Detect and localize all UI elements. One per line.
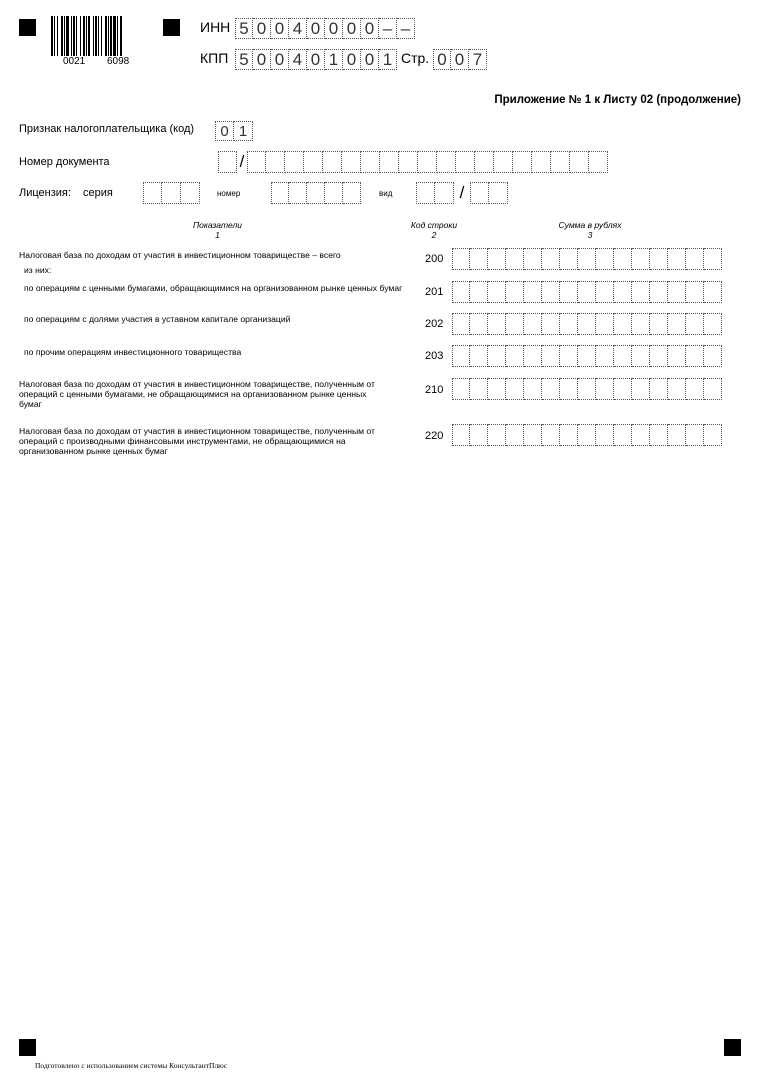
char-cell[interactable] <box>560 313 578 335</box>
char-cell[interactable] <box>271 182 289 204</box>
amount-field-202[interactable] <box>452 313 722 335</box>
char-cell[interactable] <box>578 345 596 367</box>
char-cell[interactable] <box>560 281 578 303</box>
char-cell[interactable] <box>614 281 632 303</box>
taxpayer-sign-label: Признак налогоплательщика (код) <box>19 123 195 135</box>
page-label: Стр. <box>401 50 430 66</box>
row-code-203: 203 <box>425 350 444 362</box>
char-cell[interactable] <box>452 378 470 400</box>
char-cell[interactable] <box>506 345 524 367</box>
char-cell[interactable] <box>488 281 506 303</box>
char-cell[interactable] <box>560 424 578 446</box>
kpp-field[interactable] <box>235 49 397 70</box>
char-cell[interactable] <box>506 281 524 303</box>
char-cell[interactable] <box>650 281 668 303</box>
char-cell[interactable] <box>596 313 614 335</box>
char-cell[interactable] <box>470 248 488 270</box>
row-text-210: Налоговая база по доходам от участия в инвестиционном товариществе, полученным от операций с ценными бумагами, не обращающимися на организованном рынке ценных бумаг <box>19 379 375 409</box>
char-cell[interactable] <box>416 182 435 204</box>
column-header-amount-number: 3 <box>587 230 593 240</box>
char-cell[interactable]: – <box>379 18 397 39</box>
char-cell[interactable] <box>524 345 542 367</box>
char-cell[interactable] <box>614 424 632 446</box>
amount-field-200[interactable] <box>452 248 722 270</box>
char-cell[interactable]: 1 <box>234 121 253 141</box>
char-cell[interactable] <box>489 182 508 204</box>
char-cell[interactable] <box>686 248 704 270</box>
char-cell[interactable] <box>578 313 596 335</box>
char-cell[interactable] <box>181 182 200 204</box>
char-cell[interactable] <box>596 424 614 446</box>
char-cell[interactable]: 0 <box>325 18 343 39</box>
char-cell[interactable]: 0 <box>307 49 325 70</box>
char-cell[interactable] <box>380 151 399 173</box>
char-cell[interactable]: 0 <box>307 18 325 39</box>
char-cell[interactable] <box>524 378 542 400</box>
type-label: вид <box>379 189 393 198</box>
char-cell[interactable] <box>524 281 542 303</box>
char-cell[interactable]: 4 <box>289 18 307 39</box>
char-cell[interactable] <box>596 281 614 303</box>
license-label: Лицензия: <box>19 187 71 199</box>
char-cell[interactable] <box>418 151 437 173</box>
char-cell[interactable] <box>704 424 722 446</box>
char-cell[interactable] <box>686 281 704 303</box>
column-header-amount-label: Сумма в рублях <box>558 220 622 230</box>
char-cell[interactable] <box>506 313 524 335</box>
char-cell[interactable] <box>488 313 506 335</box>
char-cell[interactable]: 0 <box>215 121 234 141</box>
char-cell[interactable] <box>668 345 686 367</box>
amount-field-201[interactable] <box>452 281 722 303</box>
barcode-gap <box>122 16 123 56</box>
char-cell[interactable] <box>289 182 307 204</box>
footer-note: Подготовлено с использованием системы КонсультантПлюс <box>35 1061 228 1070</box>
row-text-201: по операциям с ценными бумагами, обращающимися на организованном рынке ценных бумаг <box>24 283 403 293</box>
char-cell[interactable] <box>470 345 488 367</box>
char-cell[interactable] <box>361 151 380 173</box>
char-cell[interactable]: 0 <box>253 18 271 39</box>
column-header-line-code-label: Код строки <box>410 220 458 230</box>
char-cell[interactable]: 0 <box>361 18 379 39</box>
license-number-field[interactable] <box>271 182 361 204</box>
char-cell[interactable] <box>596 345 614 367</box>
row-code-201: 201 <box>425 286 444 298</box>
char-cell[interactable] <box>470 182 489 204</box>
char-cell[interactable] <box>452 345 470 367</box>
char-cell[interactable] <box>596 248 614 270</box>
row-code-210: 210 <box>425 384 444 396</box>
barcode <box>51 16 149 56</box>
char-cell[interactable] <box>488 345 506 367</box>
char-cell[interactable] <box>704 248 722 270</box>
char-cell[interactable] <box>452 281 470 303</box>
char-cell[interactable]: 5 <box>235 18 253 39</box>
char-cell[interactable] <box>614 313 632 335</box>
char-cell[interactable] <box>285 151 304 173</box>
char-cell[interactable] <box>650 424 668 446</box>
char-cell[interactable] <box>632 345 650 367</box>
slash-separator: / <box>459 183 465 202</box>
char-cell[interactable] <box>578 378 596 400</box>
char-cell[interactable] <box>686 424 704 446</box>
char-cell[interactable] <box>632 378 650 400</box>
char-cell[interactable] <box>304 151 323 173</box>
char-cell[interactable] <box>668 313 686 335</box>
char-cell[interactable] <box>470 281 488 303</box>
char-cell[interactable]: 0 <box>271 18 289 39</box>
char-cell[interactable] <box>456 151 475 173</box>
char-cell[interactable]: 0 <box>343 49 361 70</box>
char-cell[interactable] <box>266 151 285 173</box>
page-title: Приложение № 1 к Листу 02 (продолжение) <box>494 94 741 106</box>
char-cell[interactable] <box>532 151 551 173</box>
inn-field[interactable] <box>235 18 415 39</box>
char-cell[interactable] <box>247 151 266 173</box>
char-cell[interactable] <box>704 281 722 303</box>
char-cell[interactable] <box>506 248 524 270</box>
char-cell[interactable]: 0 <box>361 49 379 70</box>
char-cell[interactable] <box>524 313 542 335</box>
char-cell[interactable] <box>470 313 488 335</box>
char-cell[interactable] <box>506 424 524 446</box>
char-cell[interactable] <box>325 182 343 204</box>
char-cell[interactable] <box>435 182 454 204</box>
row-code-220: 220 <box>425 430 444 442</box>
char-cell[interactable]: 5 <box>235 49 253 70</box>
char-cell[interactable]: – <box>397 18 415 39</box>
taxpayer-sign-field[interactable] <box>215 121 253 141</box>
char-cell[interactable] <box>560 248 578 270</box>
barcode-number-left: 0021 <box>63 56 86 67</box>
barcode-number-right: 6098 <box>107 56 130 67</box>
char-cell[interactable] <box>578 281 596 303</box>
license-type-field[interactable] <box>416 182 508 204</box>
char-cell[interactable] <box>650 345 668 367</box>
char-cell[interactable] <box>560 345 578 367</box>
char-cell[interactable] <box>399 151 418 173</box>
char-cell[interactable] <box>596 378 614 400</box>
char-cell[interactable] <box>650 248 668 270</box>
char-cell[interactable] <box>686 313 704 335</box>
char-cell[interactable] <box>560 378 578 400</box>
char-cell[interactable] <box>524 424 542 446</box>
kpp-label: КПП <box>200 50 229 66</box>
char-cell[interactable] <box>488 424 506 446</box>
char-cell[interactable] <box>704 313 722 335</box>
char-cell[interactable]: 4 <box>289 49 307 70</box>
column-header-line-code-number: 2 <box>431 230 437 240</box>
char-cell[interactable] <box>632 313 650 335</box>
amount-field-210[interactable] <box>452 378 722 400</box>
char-cell[interactable] <box>470 424 488 446</box>
char-cell[interactable]: 0 <box>343 18 361 39</box>
column-header-indicators-label: Показатели <box>192 220 243 230</box>
series-label: серия <box>83 187 113 199</box>
row-text-200: Налоговая база по доходам от участия в инвестиционном товариществе – всего <box>19 250 341 260</box>
column-header-indicators <box>180 220 255 240</box>
char-cell[interactable] <box>542 248 560 270</box>
row-text-of-them: из них: <box>24 265 52 275</box>
char-cell[interactable] <box>578 248 596 270</box>
char-cell[interactable] <box>513 151 532 173</box>
char-cell[interactable] <box>494 151 513 173</box>
char-cell[interactable] <box>668 281 686 303</box>
char-cell[interactable] <box>452 424 470 446</box>
char-cell[interactable]: 1 <box>379 49 397 70</box>
char-cell[interactable] <box>632 281 650 303</box>
char-cell[interactable] <box>614 248 632 270</box>
char-cell[interactable] <box>614 378 632 400</box>
char-cell[interactable] <box>343 182 361 204</box>
char-cell[interactable] <box>488 248 506 270</box>
doc-number-field[interactable] <box>218 151 608 173</box>
char-cell[interactable] <box>143 182 162 204</box>
char-cell[interactable] <box>704 345 722 367</box>
corner-marker-top-left <box>19 19 36 36</box>
char-cell[interactable] <box>650 378 668 400</box>
char-cell[interactable] <box>307 182 325 204</box>
char-cell[interactable] <box>524 248 542 270</box>
char-cell[interactable] <box>704 378 722 400</box>
amount-field-203[interactable] <box>452 345 722 367</box>
char-cell[interactable]: 7 <box>469 49 487 70</box>
column-header-amount <box>540 220 640 240</box>
doc-number-label: Номер документа <box>19 156 110 168</box>
column-header-indicators-number: 1 <box>215 230 220 240</box>
char-cell[interactable] <box>570 151 589 173</box>
column-header-line-code <box>398 220 470 240</box>
char-cell[interactable] <box>452 248 470 270</box>
char-cell[interactable] <box>470 378 488 400</box>
char-cell[interactable] <box>162 182 181 204</box>
char-cell[interactable] <box>542 345 560 367</box>
corner-marker-top-center <box>163 19 180 36</box>
row-text-202: по операциям с долями участия в уставном капитале организаций <box>24 314 291 324</box>
char-cell[interactable] <box>542 313 560 335</box>
char-cell[interactable] <box>650 313 668 335</box>
char-cell[interactable] <box>218 151 237 173</box>
char-cell[interactable] <box>323 151 342 173</box>
char-cell[interactable] <box>589 151 608 173</box>
corner-marker-bottom-right <box>724 1039 741 1056</box>
char-cell[interactable] <box>542 424 560 446</box>
char-cell[interactable] <box>488 378 506 400</box>
char-cell[interactable] <box>632 248 650 270</box>
inn-label: ИНН <box>200 19 231 35</box>
char-cell[interactable] <box>542 281 560 303</box>
char-cell[interactable] <box>475 151 494 173</box>
row-text-203: по прочим операциям инвестиционного товарищества <box>24 347 242 357</box>
amount-field-220[interactable] <box>452 424 722 446</box>
row-text-220: Налоговая база по доходам от участия в инвестиционном товариществе, полученным от операций с производными финансовыми инструментами, не обращающимися на организованном рынке ценных бумаг <box>19 426 375 456</box>
corner-marker-bottom-left <box>19 1039 36 1056</box>
char-cell[interactable] <box>632 424 650 446</box>
number-label: номер <box>217 189 241 198</box>
char-cell[interactable]: 1 <box>325 49 343 70</box>
char-cell[interactable] <box>614 345 632 367</box>
char-cell[interactable] <box>668 378 686 400</box>
char-cell[interactable] <box>437 151 456 173</box>
char-cell[interactable] <box>506 378 524 400</box>
slash-separator: / <box>239 152 245 171</box>
char-cell[interactable] <box>686 378 704 400</box>
license-series-field[interactable] <box>143 182 200 204</box>
char-cell[interactable] <box>452 313 470 335</box>
char-cell[interactable] <box>668 424 686 446</box>
char-cell[interactable] <box>668 248 686 270</box>
char-cell[interactable] <box>551 151 570 173</box>
char-cell[interactable]: 0 <box>271 49 289 70</box>
char-cell[interactable]: 0 <box>253 49 271 70</box>
char-cell[interactable]: 0 <box>451 49 469 70</box>
char-cell[interactable] <box>686 345 704 367</box>
char-cell[interactable] <box>342 151 361 173</box>
char-cell[interactable] <box>578 424 596 446</box>
char-cell[interactable]: 0 <box>433 49 451 70</box>
char-cell[interactable] <box>542 378 560 400</box>
row-code-200: 200 <box>425 253 444 265</box>
page-number-field[interactable] <box>433 49 487 70</box>
row-code-202: 202 <box>425 318 444 330</box>
